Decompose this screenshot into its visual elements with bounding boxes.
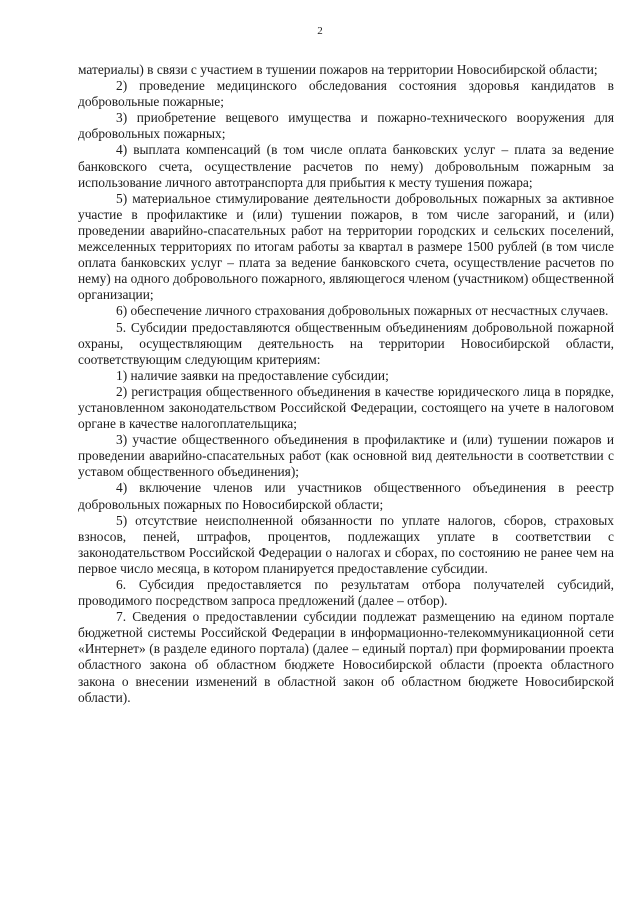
paragraph: 3) участие общественного объединения в профилактике и (или) тушении пожаров и проведении аварийно-спасательных работ (как основной вид деятельности в соответствии с уставом общественного объединения);	[78, 432, 614, 480]
paragraph: 3) приобретение вещевого имущества и пожарно-технического вооружения для добровольных пожарных;	[78, 110, 614, 142]
paragraph: 1) наличие заявки на предоставление субсидии;	[116, 367, 389, 383]
paragraph: 4) выплата компенсаций (в том числе оплата банковских услуг – плата за ведение банковского счета, осуществление расчетов по нему) добровольным пожарным за использование личного автотранспорта для прибытия к месту тушения пожара;	[78, 142, 614, 190]
paragraph: 2) проведение медицинского обследования состояния здоровья кандидатов в добровольные пожарные;	[78, 78, 614, 110]
paragraph: материалы) в связи с участием в тушении пожаров на территории Новосибирской области;	[78, 62, 598, 77]
paragraph: 5) отсутствие неисполненной обязанности по уплате налогов, сборов, страховых взносов, пеней, штрафов, процентов, подлежащих уплате в соответствии с законодательством Российской Федерации о налогах и сборах, по состоянию не ранее чем на первое число месяца, в котором планируется предоставление субсидии.	[78, 512, 614, 576]
paragraph: 5. Субсидии предоставляются общественным объединениям добровольной пожарной охраны, осуществляющим деятельность на территории Новосибирской области, соответствующим следующим критериям:	[78, 319, 614, 367]
paragraph: 7. Сведения о предоставлении субсидии подлежат размещению на едином портале бюджетной системы Российской Федерации в информационно-телекоммуникационной сети «Интернет» (в разделе единого портала) (далее – единый портал) при формировании проекта областного закона об областном бюджете Новосибирской области (проекта областного закона о внесении изменений в областной закон об областном бюджете Новосибирской области).	[78, 609, 614, 705]
paragraph: 5) материальное стимулирование деятельности добровольных пожарных за активное участие в профилактике и (или) тушении пожаров, в том числе загораний, и (или) проведении аварийно-спасательных работ на территории городских и сельских поселений, межселенных территориях по итогам работы за квартал в размере 1500 рублей (в том числе оплата банковских услуг – плата за ведение банковского счета, осуществление расчетов по нему) на одного добровольного пожарного, являющегося членом (участником) общественной организации;	[78, 190, 614, 303]
paragraph: 6) обеспечение личного страхования добровольных пожарных от несчастных случаев.	[116, 303, 609, 319]
paragraph: 2) регистрация общественного объединения в качестве юридического лица в порядке, установленном законодательством Российской Федерации, состоящего на учете в налоговом органе в качестве налогоплательщика;	[78, 383, 614, 432]
page-number: 2	[317, 25, 323, 37]
paragraph: 4) включение членов или участников общественного объединения в реестр добровольных пожарных по Новосибирской области;	[78, 480, 614, 512]
paragraph: 6. Субсидия предоставляется по результатам отбора получателей субсидий, проводимого посредством запроса предложений (далее – отбор).	[78, 577, 614, 609]
document-body	[78, 62, 614, 706]
